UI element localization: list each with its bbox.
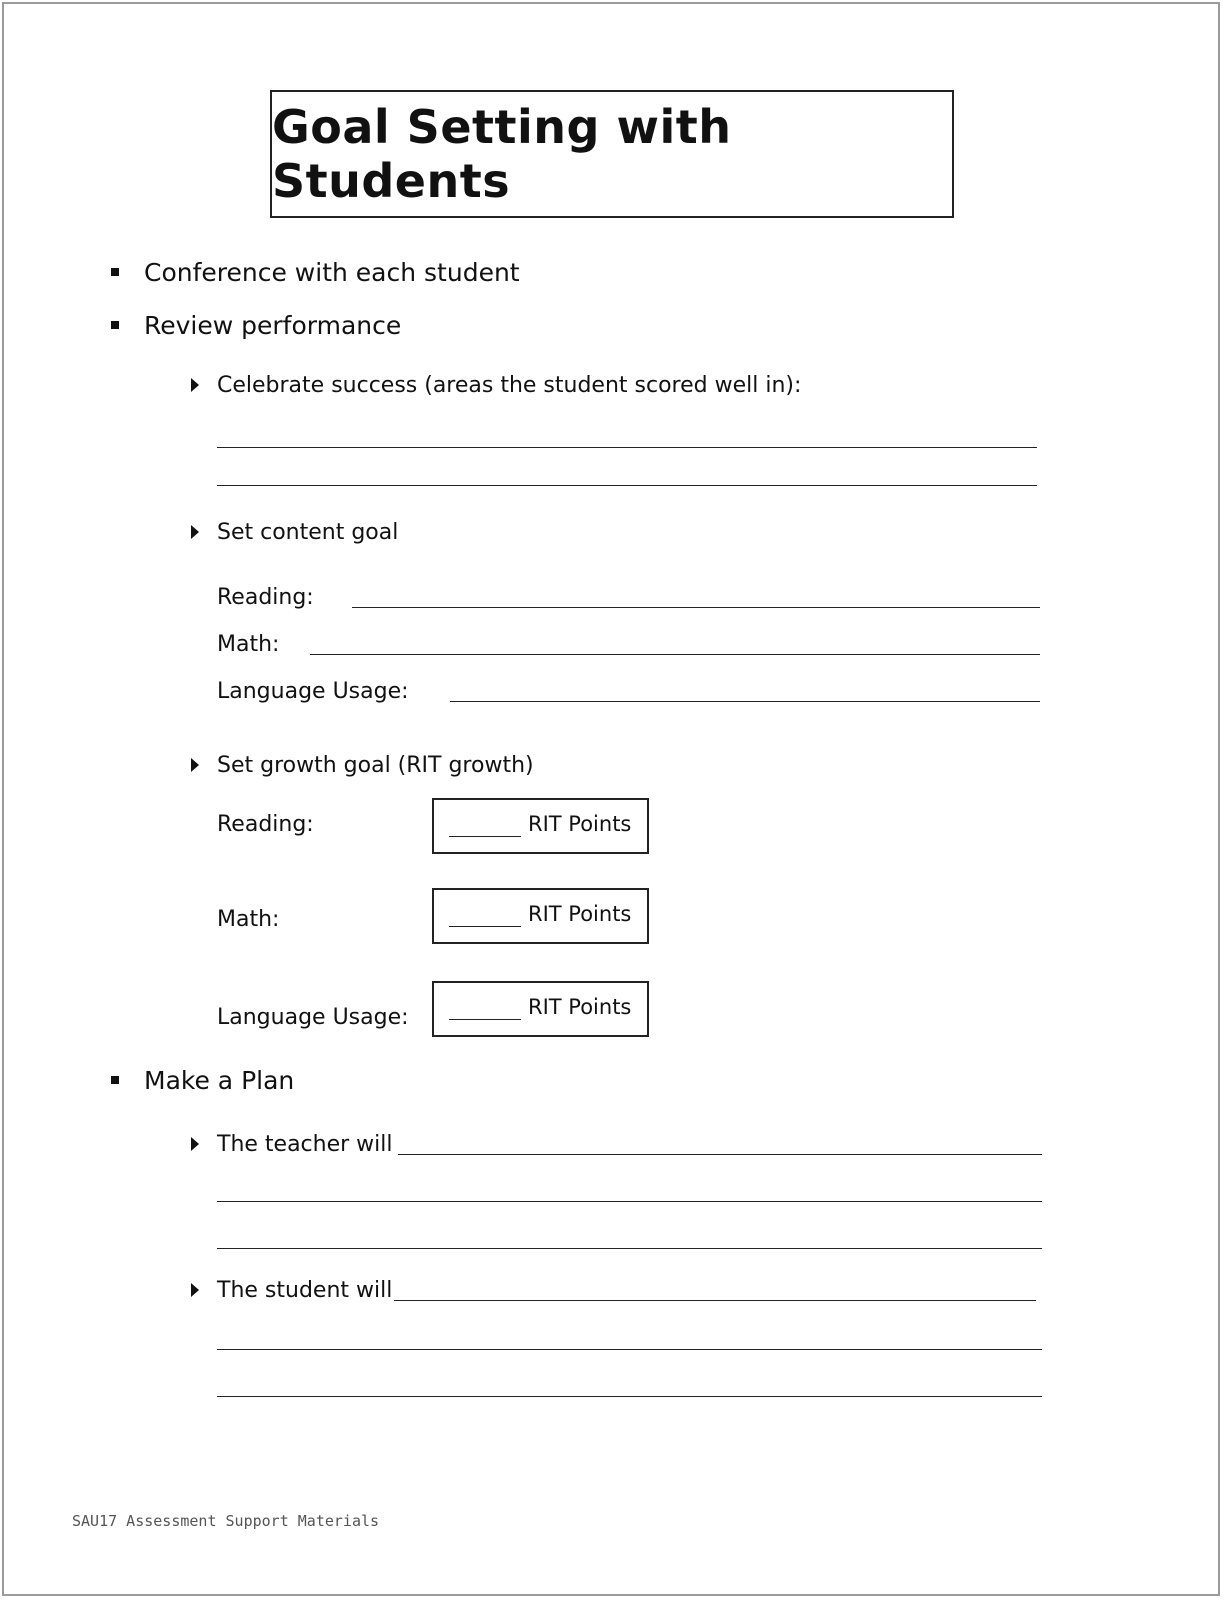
growth-language-label: Language Usage: bbox=[217, 1005, 409, 1030]
content-math-line[interactable] bbox=[310, 654, 1040, 655]
triangle-bullet-icon bbox=[191, 525, 199, 539]
sub-student-text: The student will bbox=[217, 1278, 393, 1303]
square-bullet-icon bbox=[111, 1076, 119, 1084]
rit-blank-line[interactable] bbox=[449, 926, 521, 927]
content-reading-line[interactable] bbox=[352, 607, 1040, 608]
rit-blank-line[interactable] bbox=[449, 1019, 521, 1020]
student-line-1[interactable] bbox=[394, 1300, 1036, 1301]
page-title: Goal Setting with Students bbox=[272, 100, 732, 208]
sub-content-goal-text: Set content goal bbox=[217, 520, 399, 545]
rit-points-label: RIT Points bbox=[528, 902, 632, 926]
growth-math-label: Math: bbox=[217, 907, 280, 932]
student-line-3[interactable] bbox=[217, 1396, 1042, 1397]
content-reading-label: Reading: bbox=[217, 585, 314, 610]
content-math-label: Math: bbox=[217, 632, 280, 657]
content-language-line[interactable] bbox=[450, 701, 1040, 702]
celebrate-line-2[interactable] bbox=[217, 485, 1037, 486]
bullet-plan-text: Make a Plan bbox=[144, 1066, 295, 1095]
growth-math-rit-box[interactable] bbox=[432, 888, 649, 944]
student-line-2[interactable] bbox=[217, 1349, 1042, 1350]
triangle-bullet-icon bbox=[191, 1137, 199, 1151]
rit-points-label: RIT Points bbox=[528, 995, 632, 1019]
title-box bbox=[270, 90, 954, 218]
growth-language-rit-box[interactable] bbox=[432, 981, 649, 1037]
sub-celebrate-text: Celebrate success (areas the student scored well in): bbox=[217, 373, 802, 398]
footer-text: SAU17 Assessment Support Materials bbox=[72, 1512, 380, 1530]
bullet-conference-text: Conference with each student bbox=[144, 258, 520, 287]
rit-blank-line[interactable] bbox=[449, 836, 521, 837]
sub-growth-goal-text: Set growth goal (RIT growth) bbox=[217, 753, 534, 778]
square-bullet-icon bbox=[111, 268, 119, 276]
celebrate-line-1[interactable] bbox=[217, 447, 1037, 448]
content-language-label: Language Usage: bbox=[217, 679, 409, 704]
triangle-bullet-icon bbox=[191, 1283, 199, 1297]
sub-teacher-text: The teacher will bbox=[217, 1132, 393, 1157]
growth-reading-rit-box[interactable] bbox=[432, 798, 649, 854]
triangle-bullet-icon bbox=[191, 378, 199, 392]
bullet-review-text: Review performance bbox=[144, 311, 402, 340]
square-bullet-icon bbox=[111, 321, 119, 329]
triangle-bullet-icon bbox=[191, 758, 199, 772]
teacher-line-1[interactable] bbox=[398, 1154, 1042, 1155]
teacher-line-2[interactable] bbox=[217, 1201, 1042, 1202]
teacher-line-3[interactable] bbox=[217, 1248, 1042, 1249]
growth-reading-label: Reading: bbox=[217, 812, 314, 837]
rit-points-label: RIT Points bbox=[528, 812, 632, 836]
